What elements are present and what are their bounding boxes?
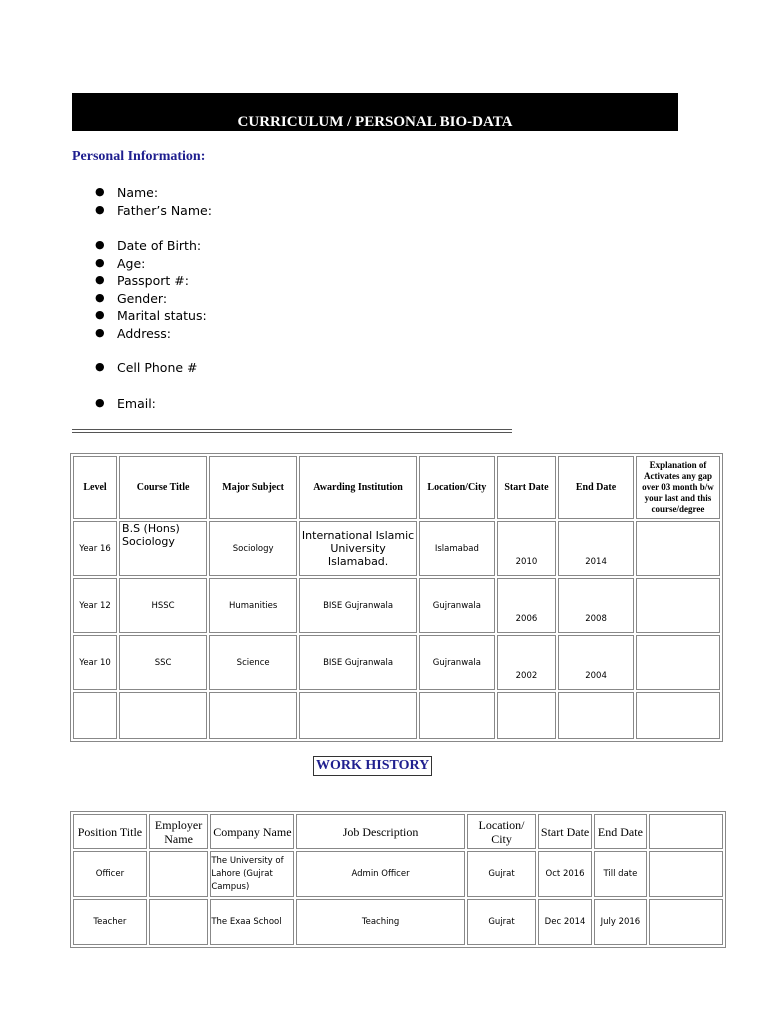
cell-company-name: The Exaa School xyxy=(210,899,294,945)
cell-start-date: 2006 xyxy=(497,578,556,633)
bullet-icon: ● xyxy=(95,396,105,409)
bullet-icon: ● xyxy=(95,360,105,373)
cell-major-subject: Sociology xyxy=(209,521,297,576)
bullet-icon: ● xyxy=(95,185,105,198)
cell-employer-name xyxy=(149,851,208,897)
bullet-icon: ● xyxy=(95,291,105,304)
work-history-heading: WORK HISTORY xyxy=(313,756,432,776)
cell-start-date: Dec 2014 xyxy=(538,899,591,945)
cell-institution: International Islamic University Islamabad. xyxy=(299,521,417,576)
cell-end-date: 2008 xyxy=(558,578,634,633)
table-row xyxy=(73,578,720,633)
table-row xyxy=(73,692,720,739)
header-major-subject: Major Subject xyxy=(209,456,297,519)
cell-position-title: Officer xyxy=(73,851,147,897)
cell-end-date: 2014 xyxy=(558,521,634,576)
cell-job-description: Teaching xyxy=(296,899,464,945)
cell-gap-explanation xyxy=(636,578,720,633)
cell-level: Year 10 xyxy=(73,635,117,690)
cell-start-date: Oct 2016 xyxy=(538,851,591,897)
cell-end-date xyxy=(558,692,634,739)
header-start-date: Start Date xyxy=(497,456,556,519)
cell-major-subject: Science xyxy=(209,635,297,690)
cell-job-description: Admin Officer xyxy=(296,851,464,897)
cell-end-date: 2004 xyxy=(558,635,634,690)
cell-location: Gujrat xyxy=(467,899,537,945)
section-divider xyxy=(72,429,512,433)
cell-start-date: 2002 xyxy=(497,635,556,690)
cell-employer-name xyxy=(149,899,208,945)
education-table xyxy=(70,453,723,742)
cell-institution: BISE Gujranwala xyxy=(299,635,417,690)
table-row xyxy=(73,899,723,945)
cell-company-name: The University of Lahore (Gujrat Campus) xyxy=(210,851,294,897)
bullet-icon: ● xyxy=(95,238,105,251)
cell-start-date xyxy=(497,692,556,739)
cell-course-title: SSC xyxy=(119,635,207,690)
cell-course-title: HSSC xyxy=(119,578,207,633)
header-awarding-institution: Awarding Institution xyxy=(299,456,417,519)
cell-extra xyxy=(649,851,723,897)
header-end-date: End Date xyxy=(558,456,634,519)
cell-institution xyxy=(299,692,417,739)
document-title: CURRICULUM / PERSONAL BIO-DATA xyxy=(72,93,678,131)
cell-gap-explanation xyxy=(636,635,720,690)
cell-course-title: B.S (Hons) Sociology xyxy=(119,521,207,576)
cell-gap-explanation xyxy=(636,521,720,576)
cell-course-title xyxy=(119,692,207,739)
cell-position-title: Teacher xyxy=(73,899,147,945)
header-company-name: Company Name xyxy=(210,814,294,849)
cell-level xyxy=(73,692,117,739)
cell-location xyxy=(419,692,495,739)
cell-start-date: 2010 xyxy=(497,521,556,576)
header-gap-explanation: Explanation of Activates any gap over 03 month b/w your last and this course/degree xyxy=(636,456,720,519)
cell-location: Islamabad xyxy=(419,521,495,576)
table-row xyxy=(73,521,720,576)
header-level: Level xyxy=(73,456,117,519)
header-course-title: Course Title xyxy=(119,456,207,519)
cell-level: Year 12 xyxy=(73,578,117,633)
table-row xyxy=(73,635,720,690)
header-location-city: Location/ City xyxy=(467,814,537,849)
bullet-icon: ● xyxy=(95,273,105,286)
cell-location: Gujrat xyxy=(467,851,537,897)
header-location-city: Location/City xyxy=(419,456,495,519)
cell-institution: BISE Gujranwala xyxy=(299,578,417,633)
header-employer-name: Employer Name xyxy=(149,814,208,849)
header-end-date: End Date xyxy=(594,814,647,849)
cell-gap-explanation xyxy=(636,692,720,739)
table-header-row xyxy=(73,814,723,849)
cell-location: Gujranwala xyxy=(419,578,495,633)
cell-major-subject xyxy=(209,692,297,739)
header-start-date: Start Date xyxy=(538,814,591,849)
header-job-description: Job Description xyxy=(296,814,464,849)
cell-major-subject: Humanities xyxy=(209,578,297,633)
bullet-icon: ● xyxy=(95,203,105,216)
personal-info-heading: Personal Information: xyxy=(72,149,206,164)
cell-location: Gujranwala xyxy=(419,635,495,690)
header-position-title: Position Title xyxy=(73,814,147,849)
work-history-table xyxy=(70,811,726,948)
header-extra xyxy=(649,814,723,849)
cell-end-date: July 2016 xyxy=(594,899,647,945)
cell-level: Year 16 xyxy=(73,521,117,576)
bullet-icon: ● xyxy=(95,326,105,339)
cell-end-date: Till date xyxy=(594,851,647,897)
bullet-icon: ● xyxy=(95,308,105,321)
bullet-icon: ● xyxy=(95,256,105,269)
table-header-row xyxy=(73,456,720,519)
cell-extra xyxy=(649,899,723,945)
table-row xyxy=(73,851,723,897)
